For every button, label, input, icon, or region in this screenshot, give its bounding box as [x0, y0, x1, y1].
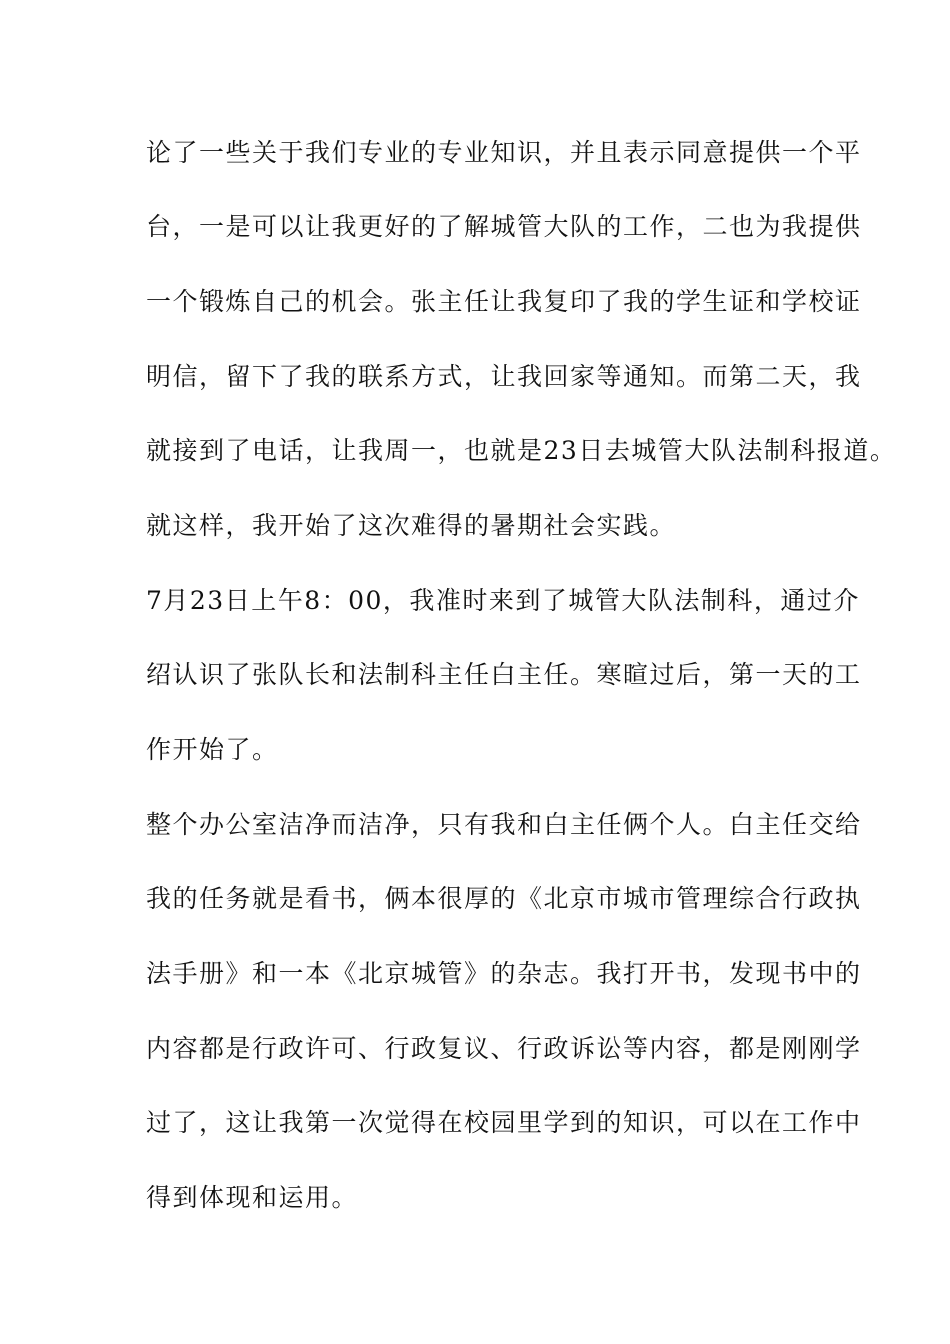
paragraph-line: 作开始了。: [146, 735, 279, 764]
paragraph-line: 论了一些关于我们专业的专业知识，并且表示同意提供一个平: [146, 138, 862, 167]
paragraph-line: 就这样，我开始了这次难得的暑期社会实践。: [146, 511, 677, 540]
paragraph-line: 绍认识了张队长和法制科主任白主任。寒暄过后，第一天的工: [146, 660, 862, 689]
paragraph-line: 明信，留下了我的联系方式，让我回家等通知。而第二天，我: [146, 362, 862, 391]
paragraph-line: 法手册》和一本《北京城管》的杂志。我打开书，发现书中的: [146, 959, 862, 988]
paragraph-line: 台，一是可以让我更好的了解城管大队的工作，二也为我提供: [146, 212, 862, 241]
paragraph-line: 得到体现和运用。: [146, 1183, 359, 1212]
paragraph-line: 整个办公室洁净而洁净，只有我和白主任俩个人。白主任交给: [146, 810, 862, 839]
paragraph-line: 一个锻炼自己的机会。张主任让我复印了我的学生证和学校证: [146, 287, 862, 316]
paragraph-line: 内容都是行政许可、行政复议、行政诉讼等内容，都是刚刚学: [146, 1034, 862, 1063]
paragraph-line: 就接到了电话，让我周一，也就是23日去城管大队法制科报道。: [146, 436, 897, 465]
paragraph-line: 过了，这让我第一次觉得在校园里学到的知识，可以在工作中: [146, 1108, 862, 1137]
paragraph-line: 我的任务就是看书，俩本很厚的《北京市城市管理综合行政执: [146, 884, 862, 913]
paragraph-line: 7月23日上午8：00，我准时来到了城管大队法制科，通过介: [146, 586, 860, 615]
